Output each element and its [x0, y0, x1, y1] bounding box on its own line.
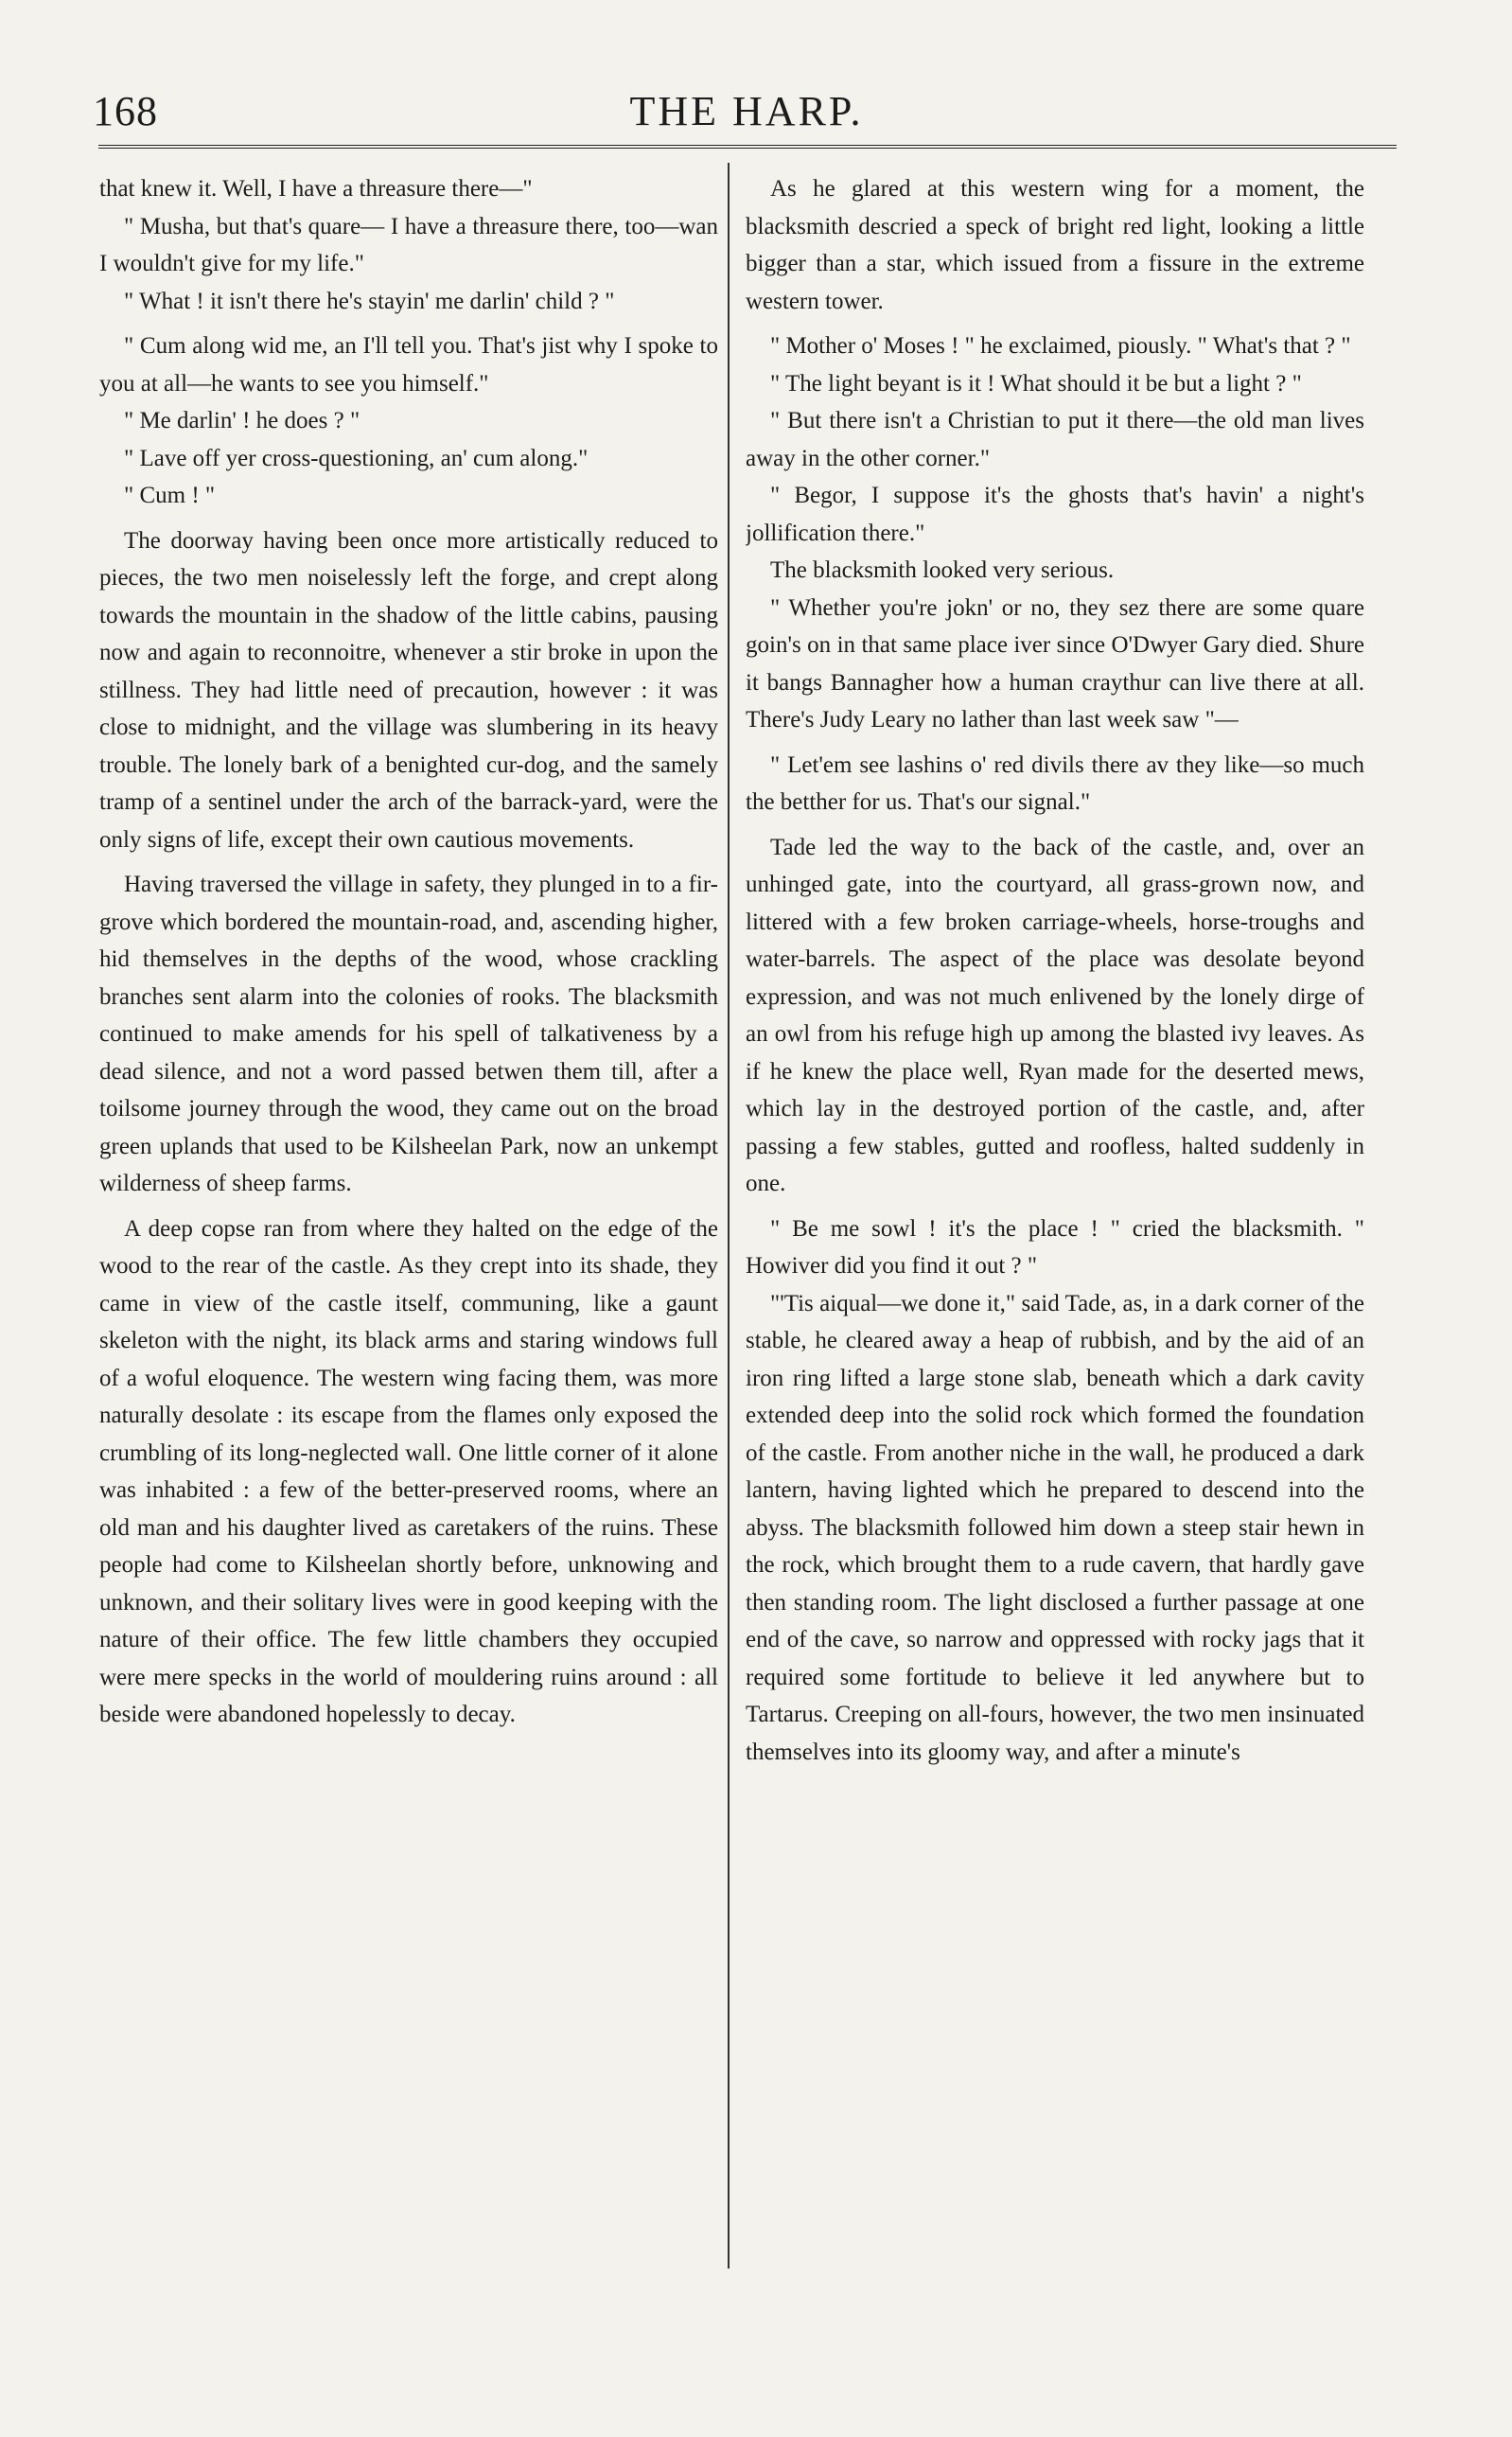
paragraph: The doorway having been once more artistically reduced to pieces, the two men noiselessly left the forge, and crept along towards the mountain in the shadow of the little cabins, pausing now and again to reconnoitre, whenever a stir broke in upon the stillness. They had little need of precaution, however : it was close to midnight, and the village was slumbering in its heavy trouble. The lonely bark of a benighted cur-dog, and the samely tramp of a sentinel under the arch of the barrack-yard, were the only signs of life, except their own cautious movements.: [99, 527, 718, 853]
column-divider: [728, 163, 730, 2269]
paragraph: that knew it. Well, I have a threasure there—": [99, 176, 533, 202]
page-header: [93, 76, 1400, 142]
paragraph: Having traversed the village in safety, they plunged in to a fir-grove which bordered the mountain-road, and, ascending higher, hid themselves in the depths of the wood, whose crackling branches sent alarm into the colonies of rooks. The blacksmith continued to make amends for his spell of talkativeness by a dead silence, and not a word passed betwen them till, after a toilsome journey through the wood, they came out on the broad green uplands that used to be Kilsheelan Park, now an unkempt wilderness of sheep farms.: [99, 872, 718, 1196]
paragraph: " What ! it isn't there he's stayin' me darlin' child ? ": [124, 288, 615, 314]
paragraph: " Cum along wid me, an I'll tell you. That's jist why I spoke to you at all—he wants to see you himself.": [99, 333, 718, 397]
paragraph: " Cum ! ": [124, 483, 216, 508]
running-title: THE HARP.: [629, 88, 864, 134]
paragraph: Tade led the way to the back of the castle, and, over an unhinged gate, into the courtyard, all grass-grown now, and littered with a few broken carriage-wheels, horse-troughs and water-barrels. The aspect of the place was desolate beyond expression, and was not much enlivened by the lonely dirge of an owl from his refuge high up among the blasted ivy leaves. As if he knew the place well, Ryan made for the deserted mews, which lay in the destroyed portion of the castle, and, after passing a few stables, gutted and roofless, halted suddenly in one.: [746, 834, 1364, 1196]
paragraph: The blacksmith looked very serious.: [770, 557, 1115, 583]
right-column: [746, 170, 1364, 2262]
paragraph: " Mother o' Moses ! " he exclaimed, piously. " What's that ? ": [770, 333, 1351, 359]
paragraph: " Let'em see lashins o' red divils there av they like—so much the betther for us. That's our signal.": [746, 751, 1364, 815]
paragraph: "'Tis aiqual—we done it," said Tade, as, in a dark corner of the stable, he cleared away a heap of rubbish, and by the aid of an iron ring lifted a large stone slab, beneath which a dark cavity extended deep into the solid rock which formed the foundation of the castle. From another niche in the wall, he produced a dark lantern, having lighted which he prepared to descend into the abyss. The blacksmith followed him down a steep stair hewn in the rock, which brought them to a rude cavern, that hardly gave then standing room. The light disclosed a further passage at one end of the cave, so narrow and oppressed with rocky jags that it required some fortitude to believe it led anywhere but to Tartarus. Creeping on all-fours, however, the two men insinuated themselves into its gloomy way, and after a minute's: [746, 1290, 1364, 1765]
paragraph: " Whether you're jokn' or no, they sez there are some quare goin's on in that same place iver since O'Dwyer Gary died. Shure it bangs Bannagher how a human craythur can live there at all. There's Judy Leary no lather than last week saw "—: [746, 594, 1364, 733]
paragraph: " Lave off yer cross-questioning, an' cum along.": [124, 445, 589, 471]
paragraph: " Me darlin' ! he does ? ": [124, 408, 360, 433]
left-column: [99, 170, 718, 2262]
paragraph: " The light beyant is it ! What should it be but a light ? ": [770, 370, 1302, 397]
paragraph: " Begor, I suppose it's the ghosts that's havin' a night's jollification there.": [746, 483, 1364, 546]
header-rule: [98, 145, 1397, 149]
paragraph: " Musha, but that's quare— I have a threasure there, too—wan I wouldn't give for my life.": [99, 213, 718, 276]
paragraph: " Be me sowl ! it's the place ! " cried the blacksmith. " Howiver did you find it out ? ": [746, 1215, 1364, 1279]
page-number: 168: [93, 88, 158, 134]
paragraph: " But there isn't a Christian to put it there—the old man lives away in the other corner.": [746, 408, 1364, 471]
paragraph: A deep copse ran from where they halted on the edge of the wood to the rear of the castle. As they crept into its shade, they came in view of the castle itself, communing, like a gaunt skeleton with the night, its black arms and staring windows full of a woful eloquence. The western wing facing them, was more naturally desolate : its escape from the flames only exposed the crumbling of its long-neglected wall. One little corner of it alone was inhabited : a few of the better-preserved rooms, where an old man and his daughter lived as caretakers of the ruins. These people had come to Kilsheelan shortly before, unknowing and unknown, and their solitary lives were in good keeping with the nature of their office. The few little chambers they occupied were mere specks in the world of mouldering ruins around : all beside were abandoned hopelessly to decay.: [99, 1215, 718, 1727]
paragraph: As he glared at this western wing for a moment, the blacksmith descried a speck of bright red light, looking a little bigger than a star, which issued from a fissure in the extreme western tower.: [746, 176, 1364, 314]
